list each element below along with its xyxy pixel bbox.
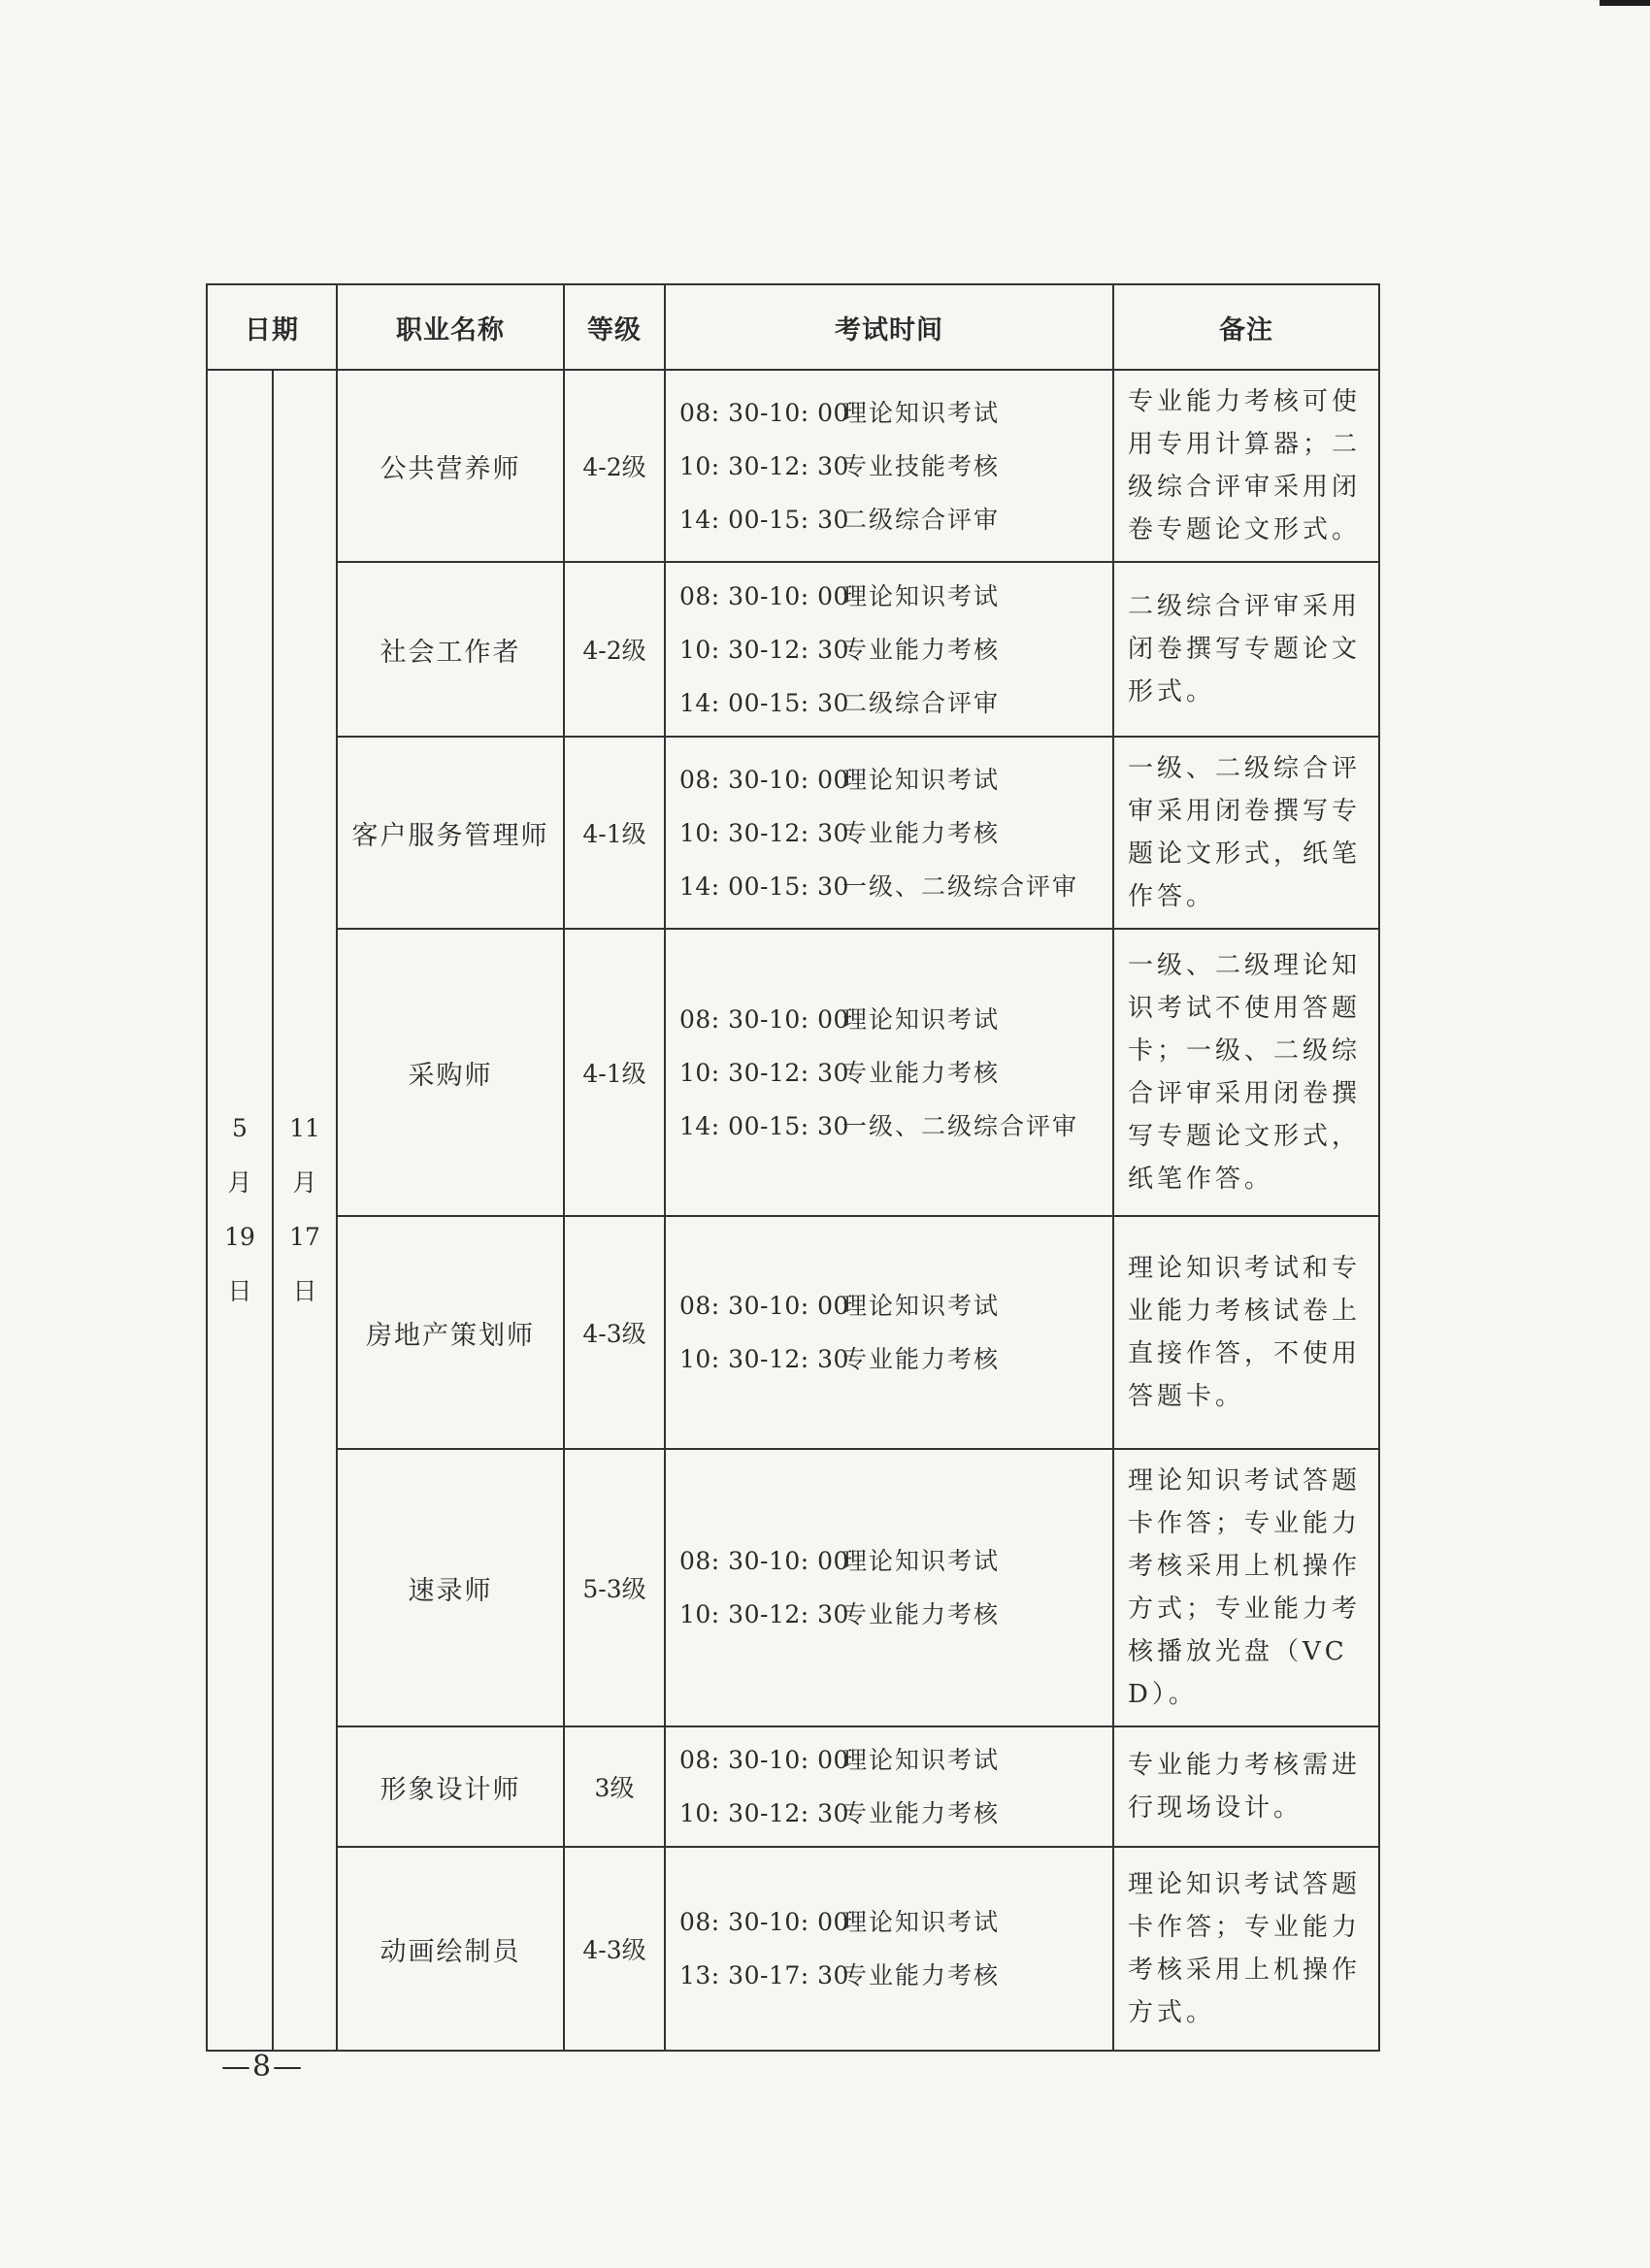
session-time: 08: 30-10: 00 bbox=[679, 1004, 849, 1034]
session-time: 08: 30-10: 00 bbox=[679, 765, 849, 794]
date-first-day-char: 日 bbox=[227, 1277, 252, 1305]
remark-cell: 专业能力考核可使用专用计算器；二级综合评审采用闭卷专题论文形式。 bbox=[1113, 370, 1379, 562]
table-row bbox=[207, 1216, 1379, 1449]
session-time: 10: 30-12: 30 bbox=[679, 1058, 849, 1087]
remark-cell: 一级、二级理论知识考试不使用答题卡；一级、二级综合评审采用闭卷撰写专题论文形式，纸笔作答。 bbox=[1113, 929, 1379, 1216]
date-first-month-num: 5 bbox=[232, 1114, 248, 1142]
session-subject: 理论知识考试 bbox=[842, 1908, 1001, 1936]
session-time: 08: 30-10: 00 bbox=[679, 581, 849, 610]
exam-time-cell bbox=[665, 929, 1113, 1216]
remark-cell: 一级、二级综合评审采用闭卷撰写专题论文形式，纸笔作答。 bbox=[1113, 737, 1379, 929]
session-line bbox=[679, 1279, 1112, 1332]
table-row bbox=[207, 1847, 1379, 2051]
header-date: 日期 bbox=[207, 284, 337, 370]
session-subject: 一级、二级综合评审 bbox=[842, 1111, 1079, 1140]
session-time: 08: 30-10: 00 bbox=[679, 398, 849, 427]
occupation-cell: 动画绘制员 bbox=[337, 1847, 564, 2051]
session-subject: 理论知识考试 bbox=[842, 1004, 1001, 1034]
occupation-cell: 客户服务管理师 bbox=[337, 737, 564, 929]
table-row bbox=[207, 929, 1379, 1216]
session-subject: 专业能力考核 bbox=[842, 818, 1001, 847]
exam-time-cell bbox=[665, 1726, 1113, 1847]
exam-time-cell bbox=[665, 370, 1113, 562]
session-subject: 专业能力考核 bbox=[842, 635, 1001, 664]
session-line bbox=[679, 1949, 1112, 2002]
session-time: 08: 30-10: 00 bbox=[679, 1292, 849, 1320]
header-level: 等级 bbox=[564, 284, 665, 370]
session-subject: 一级、二级综合评审 bbox=[842, 871, 1079, 901]
exam-time-cell bbox=[665, 737, 1113, 929]
remark-cell: 理论知识考试和专业能力考核试卷上直接作答，不使用答题卡。 bbox=[1113, 1216, 1379, 1449]
table-row bbox=[207, 1449, 1379, 1726]
session-time: 08: 30-10: 00 bbox=[679, 1547, 849, 1575]
table-row bbox=[207, 370, 1379, 562]
session-subject: 理论知识考试 bbox=[842, 398, 1001, 427]
session-subject: 二级综合评审 bbox=[842, 505, 1001, 534]
session-time: 13: 30-17: 30 bbox=[679, 1961, 849, 1989]
session-subject: 理论知识考试 bbox=[842, 581, 1001, 610]
session-time: 14: 00-15: 30 bbox=[679, 1111, 849, 1140]
occupation-cell: 速录师 bbox=[337, 1449, 564, 1726]
exam-time-cell bbox=[665, 562, 1113, 737]
level-cell: 4-1级 bbox=[564, 929, 665, 1216]
level-cell: 5-3级 bbox=[564, 1449, 665, 1726]
session-line bbox=[679, 1100, 1112, 1153]
session-subject: 理论知识考试 bbox=[842, 1547, 1001, 1575]
session-subject: 专业能力考核 bbox=[842, 1961, 1001, 1989]
session-line bbox=[679, 806, 1112, 860]
level-cell: 4-1级 bbox=[564, 737, 665, 929]
level-cell: 3级 bbox=[564, 1726, 665, 1847]
session-time: 14: 00-15: 30 bbox=[679, 871, 849, 901]
session-time: 14: 00-15: 30 bbox=[679, 688, 849, 717]
remark-cell: 专业能力考核需进行现场设计。 bbox=[1113, 1726, 1379, 1847]
session-line bbox=[679, 1895, 1112, 1949]
session-subject: 专业能力考核 bbox=[842, 1345, 1001, 1373]
occupation-cell: 形象设计师 bbox=[337, 1726, 564, 1847]
table-row bbox=[207, 562, 1379, 737]
header-occupation: 职业名称 bbox=[337, 284, 564, 370]
session-line bbox=[679, 993, 1112, 1046]
table-row bbox=[207, 737, 1379, 929]
session-time: 10: 30-12: 30 bbox=[679, 635, 849, 664]
date-cell-first bbox=[207, 370, 273, 2051]
date-first-day-num: 19 bbox=[224, 1223, 255, 1251]
session-line bbox=[679, 1733, 1112, 1787]
session-line bbox=[679, 860, 1112, 913]
session-line bbox=[679, 570, 1112, 623]
session-time: 10: 30-12: 30 bbox=[679, 818, 849, 847]
session-line bbox=[679, 753, 1112, 806]
session-line bbox=[679, 623, 1112, 676]
exam-time-cell bbox=[665, 1847, 1113, 2051]
remark-cell: 二级综合评审采用闭卷撰写专题论文形式。 bbox=[1113, 562, 1379, 737]
level-cell: 4-2级 bbox=[564, 562, 665, 737]
session-line bbox=[679, 1787, 1112, 1840]
date-cell-second bbox=[273, 370, 337, 2051]
session-line bbox=[679, 1588, 1112, 1641]
occupation-cell: 采购师 bbox=[337, 929, 564, 1216]
date-first-month-char: 月 bbox=[227, 1168, 252, 1197]
session-line bbox=[679, 1534, 1112, 1588]
header-remark: 备注 bbox=[1113, 284, 1379, 370]
session-time: 14: 00-15: 30 bbox=[679, 505, 849, 534]
occupation-cell: 社会工作者 bbox=[337, 562, 564, 737]
remark-cell: 理论知识考试答题卡作答；专业能力考核采用上机操作方式；专业能力考核播放光盘（VCD）。 bbox=[1113, 1449, 1379, 1726]
session-line bbox=[679, 676, 1112, 730]
session-subject: 专业能力考核 bbox=[842, 1799, 1001, 1827]
session-subject: 二级综合评审 bbox=[842, 688, 1001, 717]
level-cell: 4-3级 bbox=[564, 1847, 665, 2051]
page-number: —8— bbox=[221, 2050, 305, 2084]
occupation-cell: 公共营养师 bbox=[337, 370, 564, 562]
session-subject: 理论知识考试 bbox=[842, 1292, 1001, 1320]
exam-time-cell bbox=[665, 1449, 1113, 1726]
date-second-day-char: 日 bbox=[292, 1277, 317, 1305]
session-time: 10: 30-12: 30 bbox=[679, 451, 849, 480]
session-subject: 专业能力考核 bbox=[842, 1058, 1001, 1087]
session-time: 10: 30-12: 30 bbox=[679, 1799, 849, 1827]
session-time: 08: 30-10: 00 bbox=[679, 1746, 849, 1774]
table-row bbox=[207, 1726, 1379, 1847]
table-header-row bbox=[207, 284, 1379, 370]
session-line bbox=[679, 440, 1112, 493]
session-time: 10: 30-12: 30 bbox=[679, 1345, 849, 1373]
date-second-day-num: 17 bbox=[289, 1223, 320, 1251]
session-line bbox=[679, 493, 1112, 546]
page-edge-mark bbox=[1600, 0, 1650, 6]
session-time: 10: 30-12: 30 bbox=[679, 1600, 849, 1628]
date-second-month-num: 11 bbox=[289, 1114, 320, 1142]
level-cell: 4-3级 bbox=[564, 1216, 665, 1449]
session-subject: 专业能力考核 bbox=[842, 1600, 1001, 1628]
session-subject: 专业技能考核 bbox=[842, 451, 1001, 480]
session-subject: 理论知识考试 bbox=[842, 765, 1001, 794]
exam-time-cell bbox=[665, 1216, 1113, 1449]
session-time: 08: 30-10: 00 bbox=[679, 1908, 849, 1936]
session-line bbox=[679, 1332, 1112, 1386]
session-line bbox=[679, 386, 1112, 440]
exam-schedule-table bbox=[206, 283, 1380, 2052]
date-second-month-char: 月 bbox=[292, 1168, 317, 1197]
level-cell: 4-2级 bbox=[564, 370, 665, 562]
remark-cell: 理论知识考试答题卡作答；专业能力考核采用上机操作方式。 bbox=[1113, 1847, 1379, 2051]
header-exam-time: 考试时间 bbox=[665, 284, 1113, 370]
session-line bbox=[679, 1046, 1112, 1100]
occupation-cell: 房地产策划师 bbox=[337, 1216, 564, 1449]
session-subject: 理论知识考试 bbox=[842, 1746, 1001, 1774]
